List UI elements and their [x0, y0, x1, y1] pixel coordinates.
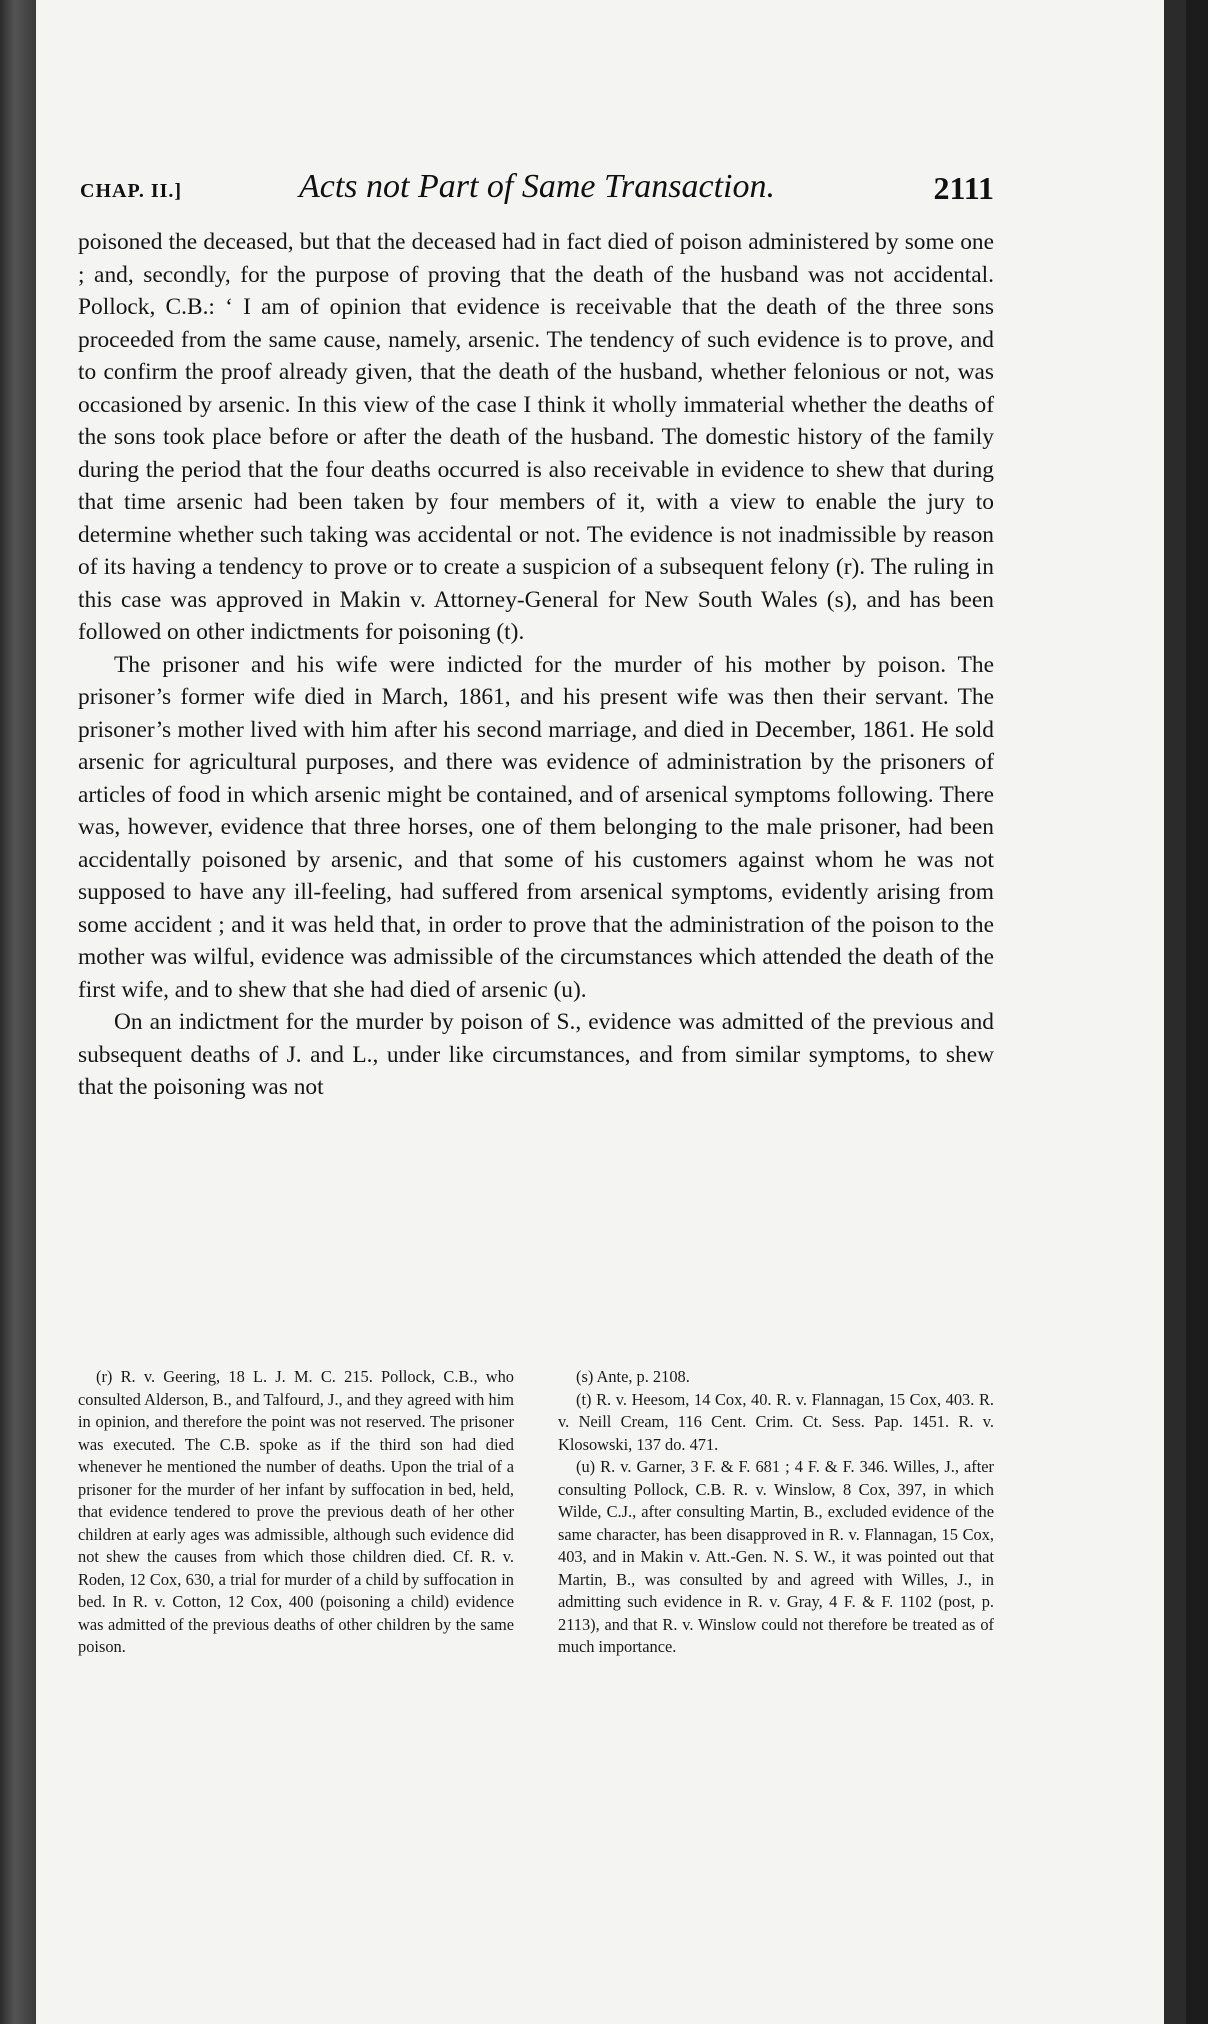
footnote-t: (t) R. v. Heesom, 14 Cox, 40. R. v. Flannagan, 15 Cox, 403. R. v. Neill Cream, 116 Cent. Crim. Ct. Sess. Pap. 1451. R. v. Klosowski, 137 do. 471. [558, 1389, 994, 1454]
footnote-s: (s) Ante, p. 2108. [576, 1367, 690, 1386]
book-page [36, 0, 1186, 2024]
paragraph: On an indictment for the murder by poison of S., evidence was admitted of the previous and subsequent deaths of J. and L., under like circumstances, and from similar symptoms, to shew that the poisoning was not [78, 1009, 994, 1100]
page-header [80, 168, 994, 218]
scan-right-edge [1164, 0, 1186, 2024]
footnote-r: (r) R. v. Geering, 18 L. J. M. C. 215. Pollock, C.B., who consulted Alderson, B., and Talfourd, J., and they agreed with him in opinion, and therefore the point was not reserved. The prisoner was executed. The C.B. spoke as if the third son had died whenever he mentioned the number of deaths. Upon the trial of a prisoner for the murder of her infant by suffocation in bed, held, that evidence tendered to prove the previous death of her other children at early ages was admissible, although such evidence did not shew the causes from which those children died. Cf. R. v. Roden, 12 Cox, 630, a trial for murder of a child by suffocation in bed. In R. v. Cotton, 12 Cox, 400 (poisoning a child) evidence was admitted of the previous deaths of other children by the same poison. [78, 1367, 514, 1656]
paragraph: The prisoner and his wife were indicted for the murder of his mother by poison. The prisoner’s former wife died in March, 1861, and his present wife was then their servant. The prisoner’s mother lived with him after his second marriage, and died in December, 1861. He sold arsenic for agricultural purposes, and there was evidence of administration by the prisoners of articles of food in which arsenic might be contained, and of arsenical symptoms following. There was, however, evidence that three horses, one of them belonging to the male prisoner, had been accidentally poisoned by arsenic, and that some of his customers against whom he was not supposed to have any ill-feeling, had suffered from arsenical symptoms, evidently arising from some accident ; and it was held that, in order to prove that the administration of the poison to the mother was wilful, evidence was admissible of the circumstances which attended the death of the first wife, and to shew that she had died of arsenic (u). [78, 651, 994, 1003]
page-title: Acts not Part of Same Transaction. [299, 168, 775, 205]
page-number: 2111 [933, 170, 994, 206]
chapter-running-head: CHAP. II.] [80, 180, 183, 202]
footnote-u: (u) R. v. Garner, 3 F. & F. 681 ; 4 F. & F. 346. Willes, J., after consulting Pollock, C.B. R. v. Winslow, 8 Cox, 397, in which Wilde, C.J., after consulting Martin, B., excluded evidence of the same character, has been disapproved in R. v. Flannagan, 15 Cox, 403, and in Makin v. Att.-Gen. N. S. W., it was pointed out that Martin, B., was consulted by and agreed with Willes, J., in admitting such evidence in R. v. Gray, 4 F. & F. 1102 (post, p. 2113), and that R. v. Winslow could not therefore be treated as of much importance. [558, 1457, 994, 1656]
paragraph-continued: poisoned the deceased, but that the deceased had in fact died of poison administered by some one ; and, secondly, for the purpose of proving that the death of the husband was not accidental. Pollock, C.B.: ‘ I am of opinion that evidence is receivable that the death of the three sons proceeded from the same cause, namely, arsenic. The tendency of such evidence is to prove, and to confirm the proof already given, that the death of the husband, whether felonious or not, was occasioned by arsenic. In this view of the case I think it wholly immaterial whether the deaths of the sons took place before or after the death of the husband. The domestic history of the family during the period that the four deaths occurred is also receivable in evidence to shew that during that time arsenic had been taken by four members of it, with a view to enable the jury to determine whether such taking was accidental or not. The evidence is not inadmissible by reason of its having a tendency to prove or to create a suspicion of a subsequent felony (r). The ruling in this case was approved in Makin v. Attorney-General for New South Wales (s), and has been followed on other indictments for poisoning (t). [78, 229, 994, 645]
scan-left-edge [0, 0, 36, 2024]
footnotes-left-column [78, 1366, 514, 1659]
footnotes-right-column [558, 1366, 994, 1659]
body-text [78, 226, 994, 1104]
